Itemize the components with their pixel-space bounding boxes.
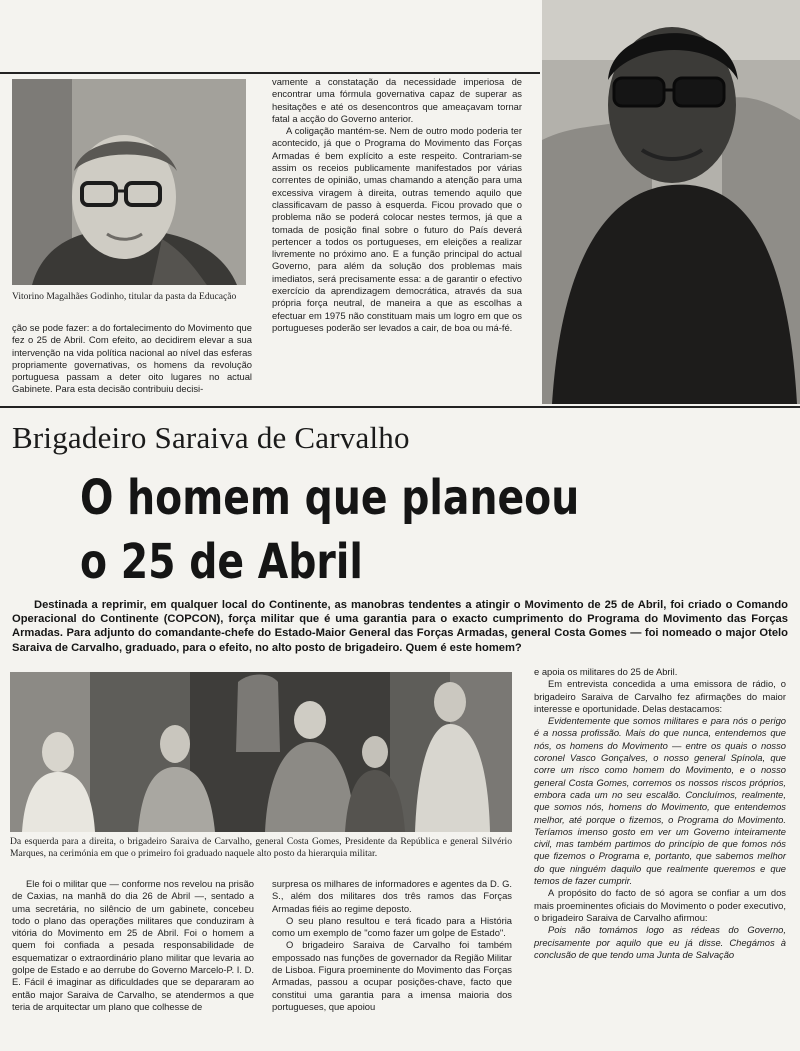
article-col1-paragraph: Ele foi o militar que — conforme nos revelou na prisão de Caxias, na manhã do dia 26 de Abril —, sentado a uma secretária, no silêncio de um gabinete, concebeu todo o plano das operações militares que conduziram à vitória do Movimento em 25 de Abril. Foi o homem a quem foi confiada a pesada responsabilidade de esquematizar o extraordinário plano militar que levaria ao golpe de Estado e ao derrube do Governo Marcelo-P. I. D. E. Fácil é imaginar as dificuldades que se depararam ao então major Saraiva de Carvalho, se atendermos a que teria de arquitectar um plano que colhesse de — [12, 878, 254, 1012]
article-col3-paragraph-1: Em entrevista concedida a uma emissora de rádio, o brigadeiro Saraiva de Carvalho fez afirmações do maior interesse e oportunidade. Delas destacamos: — [534, 678, 786, 714]
article-lead: Destinada a reprimir, em qualquer local do Continente, as manobras tendentes a atingir o Movimento de 25 de Abril, foi criado o Comando Operacional do Continente (COPCON), força militar que é uma garantia para o exacto cumprimento do Programa do Movimento das Forças Armadas. Para adjunto do comandante-chefe do Estado-Maior General das Forças Armadas, general Costa Gomes — foi nomeado o major Otelo Saraiva de Carvalho, graduado, para o efeito, no alto posto de brigadeiro. Quem é este homem? — [12, 599, 788, 654]
top-left-column-text — [12, 322, 252, 396]
top-middle-paragraph-2: A coligação mantém-se. Nem de outro modo poderia ter acontecido, já que o Programa do Movimento das Forças Armadas é bem explícito a este respeito. Contrariam-se assim os receios publicamente manifestados por várias correntes de opinião, umas chamando a atenção para uma excessiva viragem à direita, outras temendo aquilo que classificavam de passo à esquerda. Ficou provado que o problema não se poderá colocar nestes termos, já que a tomada de posição final sobre o futuro do País deverá pertencer a todos os portugueses, em eleições a realizar livremente no próximo ano. E a função principal do actual Governo, para além da solução dos problemas mais imediatos, será precisamente essa: a de garantir o efectivo exercício da aprendizagem democrática, através da sua própria força neutral, de maneira a que as escolhas a efectuar em 1975 não constituam mais um logro em que os portugueses poderão ser levados a cair, de boa ou má-fé. — [272, 125, 522, 333]
ceremony-photo — [10, 672, 512, 832]
article-col2-paragraph-2: O seu plano resultou e terá ficado para a História como um exemplo de "como fazer um golpe de Estado". — [272, 914, 512, 939]
article-col3-intro: e apoia os militares do 25 de Abril. — [534, 666, 678, 677]
portrait-photo-right — [542, 0, 800, 404]
headline-line-1: O homem que planeou — [80, 470, 580, 526]
article-col3-paragraph-2: A propósito do facto de só agora se confiar a um dos mais proeminentes oficiais do Movimento o poder executivo, o brigadeiro Saraiva de Carvalho afirmou: — [534, 887, 786, 923]
top-rule — [0, 72, 540, 74]
ceremony-caption: Da esquerda para a direita, o brigadeiro Saraiva de Carvalho, general Costa Gomes, Presidente da República e general Silvério Marques, na cerimónia em que o primeiro foi graduado naquele alto posto da hierarquia militar. — [10, 836, 512, 859]
article-col2-paragraph-3: O brigadeiro Saraiva de Carvalho foi também empossado nas funções de governador da Região Militar de Lisboa. Figura proeminente do Movimento das Forças Armadas, passou a ocupar posições-chave, facto que constitui uma garantia para a imensa maioria dos portugueses, que apoiou — [272, 939, 512, 1012]
top-middle-column — [272, 76, 522, 334]
headline-line-2: o 25 de Abril — [80, 534, 363, 590]
portrait-photo-godinho — [12, 79, 246, 285]
section-rule — [0, 406, 800, 408]
article-col2-paragraph-1: surpresa os milhares de informadores e agentes da D. G. S., além dos militares dos três ramos das Forças Armadas fiéis ao regime deposto. — [272, 878, 512, 914]
article-column-1 — [12, 878, 254, 1013]
article-column-2 — [272, 878, 512, 1013]
top-middle-paragraph-1: vamente a constatação da necessidade imperiosa de encontrar uma fórmula governativa capaz de superar as hesitações e até os desencontros que ameaçavam tornar fatal a acção do Governo anterior. — [272, 76, 522, 124]
article-col3-quote-2: Pois não tomámos logo as rédeas do Governo, precisamente por aquilo que eu já disse. Chegámos à conclusão de que tendo uma Junta de Salvação — [534, 924, 786, 960]
article-col3-quote-1: Evidentemente que somos militares e para nós o perigo é a nossa profissão. Mais do que nunca, entendemos que nós, os homens do Movimento — entre os quais o nosso coronel Vasco Gonçalves, o nosso general Spínola, que corre um risco como homem do Movimento, e o nosso general Costa Gomes, corremos os nossos riscos próprios, embora cada um no seu escalão. Concluímos, realmente, que somos nós, homens do Movimento, que entendemos melhor, até porque o fizemos, o Programa do Movimento. Teríamos imenso gosto em ver um Governo inteiramente civil, mas também partimos do princípio de que fomos nós que fizemos o Programa e, portanto, que sabemos melhor do que ninguém daquilo que realmente queremos e que temos de fazer cumprir. — [534, 715, 786, 887]
caption-godinho: Vitorino Magalhães Godinho, titular da pasta da Educação — [12, 291, 237, 302]
top-left-paragraph: ção se pode fazer: a do fortalecimento do Movimento que fez o 25 de Abril. Com efeito, ao decidirem elevar a sua intervenção na vida política nacional ao nível das esferas propriamente governativas, os homens da revolução portuguesa passam a deter oito lugares no actual Gabinete. Para esta decisão contribuiu decisi- — [12, 322, 252, 395]
article-kicker: Brigadeiro Saraiva de Carvalho — [12, 420, 410, 455]
article-column-3 — [534, 666, 786, 961]
